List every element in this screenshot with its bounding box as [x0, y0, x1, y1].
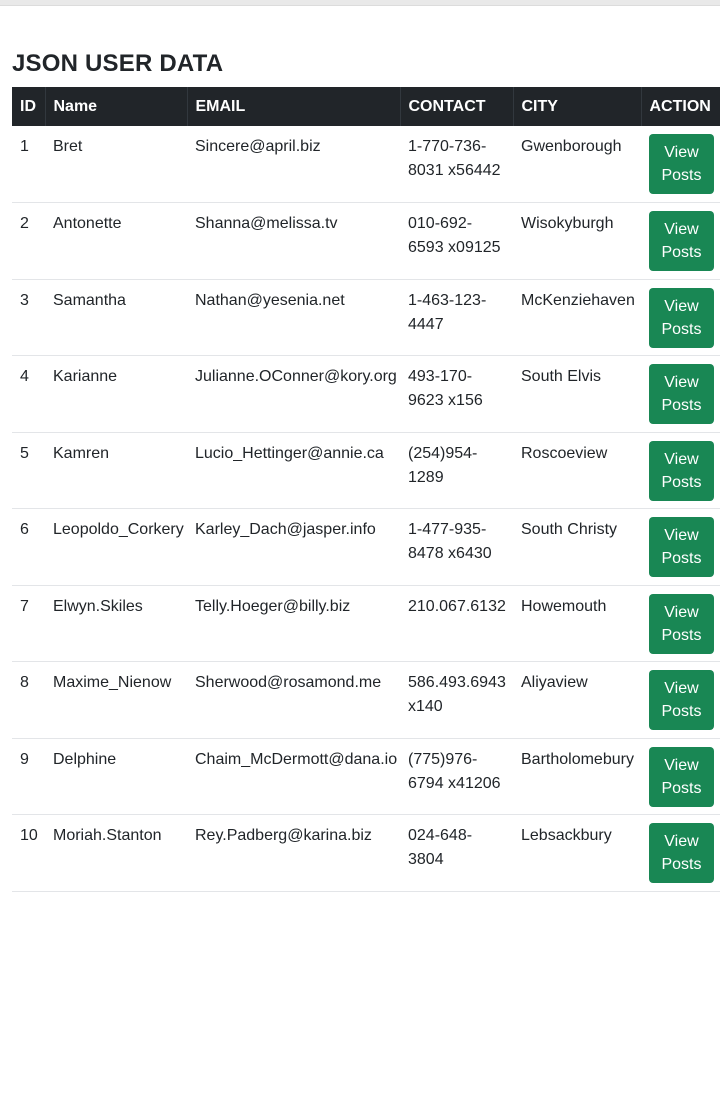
contact-line-2: 6794 x41206	[408, 774, 501, 792]
contact-line-2: 3804	[408, 851, 444, 868]
cell-contact	[400, 356, 513, 433]
cell-contact	[400, 509, 513, 586]
table-row	[12, 356, 720, 433]
contact-line-2: 1289	[408, 468, 444, 486]
contact-line-2: 9623 x156	[408, 392, 483, 409]
cell-city: Aliyaview	[521, 674, 588, 691]
cell-action	[641, 815, 720, 892]
contact-line-1: (775)976-	[408, 750, 478, 768]
table-row	[12, 585, 720, 662]
page-title: JSON USER DATA	[12, 50, 224, 77]
cell-id: 5	[20, 444, 29, 462]
cell-contact	[400, 815, 513, 892]
cell-name: Antonette	[53, 215, 122, 232]
table-row	[12, 738, 720, 815]
column-header-id: ID	[12, 87, 45, 126]
view-posts-button[interactable]: View Posts	[649, 288, 714, 348]
column-header-action: ACTION	[641, 87, 720, 126]
view-posts-button[interactable]: View Posts	[649, 441, 714, 501]
cell-contact	[400, 662, 513, 739]
cell-name: Elwyn.Skiles	[53, 597, 143, 615]
cell-id: 2	[20, 215, 29, 232]
contact-line-2: 4447	[408, 315, 444, 333]
contact-line-1: 586.493.6943	[408, 674, 506, 691]
view-posts-button[interactable]: View Posts	[649, 594, 714, 654]
contact-line-1: 210.067.6132	[408, 597, 506, 615]
cell-name: Delphine	[53, 750, 117, 768]
cell-contact	[400, 738, 513, 815]
contact-line-1: (254)954-	[408, 444, 478, 462]
column-header-contact: CONTACT	[400, 87, 513, 126]
cell-contact	[400, 432, 513, 509]
table-row	[12, 203, 720, 280]
cell-city: South Christy	[521, 521, 618, 538]
table-row	[12, 662, 720, 739]
view-posts-button[interactable]: View Posts	[649, 211, 714, 271]
table-row	[12, 509, 720, 586]
cell-email: Lucio_Hettinger@annie.ca	[195, 444, 384, 462]
view-posts-button[interactable]: View Posts	[649, 823, 714, 883]
cell-action	[641, 203, 720, 280]
cell-contact	[400, 126, 513, 203]
cell-id: 8	[20, 674, 29, 691]
table-row	[12, 432, 720, 509]
view-posts-button[interactable]: View Posts	[649, 517, 714, 577]
cell-contact	[400, 203, 513, 280]
table-row	[12, 126, 720, 203]
cell-city: McKenziehaven	[521, 291, 635, 309]
cell-name: Maxime_Nienow	[53, 674, 172, 691]
cell-id: 7	[20, 597, 29, 615]
cell-action	[641, 585, 720, 662]
cell-id: 9	[20, 750, 29, 768]
cell-city: South Elvis	[521, 368, 602, 385]
table-row	[12, 815, 720, 892]
contact-line-1: 1-770-736-	[408, 138, 487, 155]
contact-line-1: 1-463-123-	[408, 291, 487, 309]
cell-city: Howemouth	[521, 597, 607, 615]
cell-id: 3	[20, 291, 29, 309]
contact-line-1: 024-648-	[408, 827, 473, 844]
cell-id: 10	[20, 827, 38, 844]
cell-action	[641, 279, 720, 356]
column-header-name: Name	[45, 87, 187, 126]
cell-city: Roscoeview	[521, 444, 608, 462]
header-row	[12, 87, 720, 126]
contact-line-1: 1-477-935-	[408, 521, 487, 538]
users-table	[12, 87, 720, 892]
cell-email: Rey.Padberg@karina.biz	[195, 827, 372, 844]
cell-city: Gwenborough	[521, 138, 622, 155]
cell-action	[641, 738, 720, 815]
cell-action	[641, 356, 720, 433]
cell-action	[641, 126, 720, 203]
cell-name: Kamren	[53, 444, 110, 462]
cell-email: Telly.Hoeger@billy.biz	[195, 597, 351, 615]
table-body	[12, 126, 720, 891]
cell-email: Chaim_McDermott@dana.io	[195, 750, 398, 768]
contact-line-2: x140	[408, 698, 443, 715]
cell-city: Lebsackbury	[521, 827, 612, 844]
contact-line-1: 493-170-	[408, 368, 473, 385]
contact-line-2: 6593 x09125	[408, 239, 501, 256]
cell-email: Shanna@melissa.tv	[195, 215, 338, 232]
cell-city: Wisokyburgh	[521, 215, 614, 232]
cell-email: Nathan@yesenia.net	[195, 291, 345, 309]
cell-contact	[400, 279, 513, 356]
cell-id: 1	[20, 138, 29, 155]
table-row	[12, 279, 720, 356]
cell-email: Sincere@april.biz	[195, 138, 321, 155]
table-header	[12, 87, 720, 126]
cell-name: Moriah.Stanton	[53, 827, 162, 844]
column-header-city: CITY	[513, 87, 641, 126]
cell-city: Bartholomebury	[521, 750, 634, 768]
top-divider	[0, 0, 720, 6]
cell-email: Karley_Dach@jasper.info	[195, 521, 376, 538]
view-posts-button[interactable]: View Posts	[649, 364, 714, 424]
view-posts-button[interactable]: View Posts	[649, 134, 714, 194]
cell-name: Bret	[53, 138, 83, 155]
cell-contact	[400, 585, 513, 662]
cell-name: Leopoldo_Corkery	[53, 521, 184, 538]
column-header-email: EMAIL	[187, 87, 400, 126]
cell-action	[641, 662, 720, 739]
cell-id: 6	[20, 521, 29, 538]
contact-line-2: 8031 x56442	[408, 162, 501, 179]
contact-line-2: 8478 x6430	[408, 545, 492, 562]
view-posts-button[interactable]: View Posts	[649, 670, 714, 730]
cell-action	[641, 509, 720, 586]
view-posts-button[interactable]: View Posts	[649, 747, 714, 807]
cell-id: 4	[20, 368, 29, 385]
cell-name: Samantha	[53, 291, 126, 309]
cell-email: Julianne.OConner@kory.org	[195, 368, 397, 385]
contact-line-1: 010-692-	[408, 215, 473, 232]
cell-email: Sherwood@rosamond.me	[195, 674, 382, 691]
cell-name: Karianne	[53, 368, 118, 385]
cell-action	[641, 432, 720, 509]
